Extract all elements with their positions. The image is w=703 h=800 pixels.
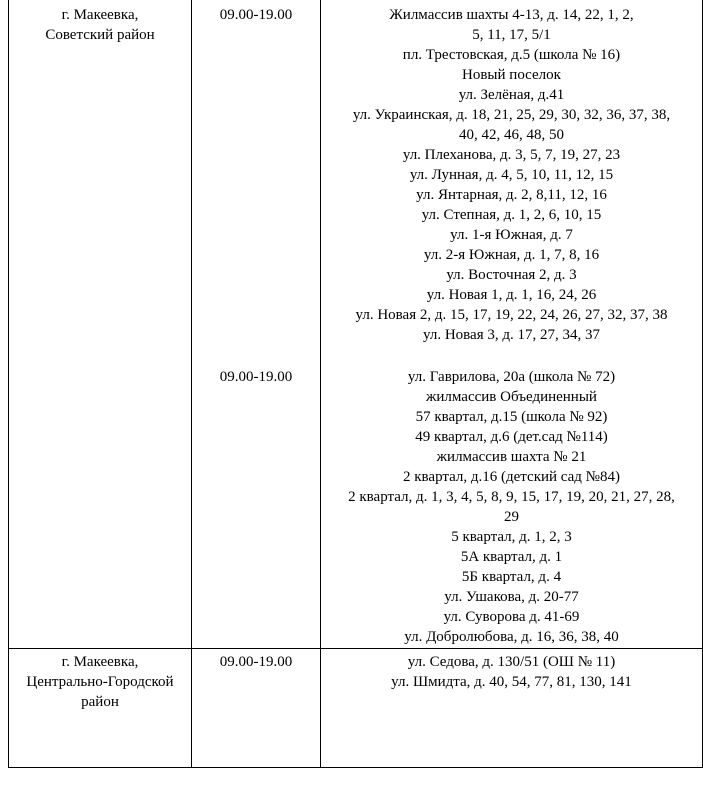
- district-cell: [9, 652, 191, 712]
- district-line: г. Макеевка,: [61, 654, 139, 670]
- address-line: ул. Шмидта, д. 40, 54, 77, 81, 130, 141: [391, 674, 632, 690]
- address-line: ул. Добролюбова, д. 16, 36, 38, 40: [404, 629, 619, 645]
- address-line: ул. 1-я Южная, д. 7: [450, 227, 573, 243]
- address-line: 2 квартал, д.16 (детский сад №84): [403, 469, 620, 485]
- district-line: район: [81, 694, 119, 710]
- time-cell: [192, 367, 320, 387]
- address-line: ул. Гаврилова, 20а (школа № 72): [407, 369, 616, 385]
- address-line: ул. Ушакова, д. 20-77: [444, 589, 579, 605]
- address-line: 2 квартал, д. 1, 3, 4, 5, 8, 9, 15, 17, 19, 20, 21, 27, 28,: [348, 489, 675, 505]
- time-cell: [192, 652, 320, 672]
- address-line: ул. Новая 1, д. 1, 16, 24, 26: [426, 287, 597, 303]
- district-line: Центрально-Городской: [26, 674, 174, 690]
- address-line: ул. Степная, д. 1, 2, 6, 10, 15: [421, 207, 602, 223]
- table-row-divider: [8, 648, 703, 649]
- address-cell: [321, 5, 702, 345]
- address-line: ул. 2-я Южная, д. 1, 7, 8, 16: [423, 247, 600, 263]
- address-line: 29: [504, 509, 519, 525]
- district-cell: [9, 5, 191, 45]
- address-line: ул. Новая 2, д. 15, 17, 19, 22, 24, 26, 27, 32, 37, 38: [355, 307, 668, 323]
- address-line: 5А квартал, д. 1: [460, 549, 563, 565]
- address-line: 49 квартал, д.6 (дет.сад №114): [415, 429, 608, 445]
- address-line: ул. Зелёная, д.41: [458, 87, 565, 103]
- address-line: жилмассив Объединенный: [426, 389, 597, 405]
- table-border-bottom: [8, 767, 703, 768]
- time-value: 09.00-19.00: [219, 369, 293, 385]
- address-cell: [321, 367, 702, 647]
- address-line: 40, 42, 46, 48, 50: [459, 127, 564, 143]
- address-line: ул. Украинская, д. 18, 21, 25, 29, 30, 32, 36, 37, 38,: [352, 107, 671, 123]
- address-cell: [321, 652, 702, 692]
- address-line: 57 квартал, д.15 (школа № 92): [415, 409, 608, 425]
- district-line: Советский район: [45, 27, 155, 43]
- address-line: пл. Трестовская, д.5 (школа № 16): [402, 47, 621, 63]
- address-line: жилмассив шахта № 21: [436, 449, 587, 465]
- address-line: 5, 11, 17, 5/1: [472, 27, 551, 43]
- time-cell: [192, 5, 320, 25]
- address-line: ул. Суворова д. 41-69: [443, 609, 580, 625]
- address-line: ул. Новая 3, д. 17, 27, 34, 37: [423, 327, 600, 343]
- address-line: 5Б квартал, д. 4: [461, 569, 562, 585]
- address-line: ул. Янтарная, д. 2, 8,11, 12, 16: [416, 187, 607, 203]
- address-line: Жилмассив шахты 4-13, д. 14, 22, 1, 2,: [389, 7, 634, 23]
- address-line: ул. Восточная 2, д. 3: [446, 267, 577, 283]
- district-line: г. Макеевка,: [61, 7, 139, 23]
- address-line: Новый поселок: [462, 67, 561, 83]
- address-line: ул. Седова, д. 130/51 (ОШ № 11): [407, 654, 616, 670]
- time-value: 09.00-19.00: [219, 654, 293, 670]
- address-line: ул. Плеханова, д. 3, 5, 7, 19, 27, 23: [402, 147, 621, 163]
- address-line: ул. Лунная, д. 4, 5, 10, 11, 12, 15: [409, 167, 614, 183]
- address-line: 5 квартал, д. 1, 2, 3: [451, 529, 572, 545]
- time-value: 09.00-19.00: [219, 7, 293, 23]
